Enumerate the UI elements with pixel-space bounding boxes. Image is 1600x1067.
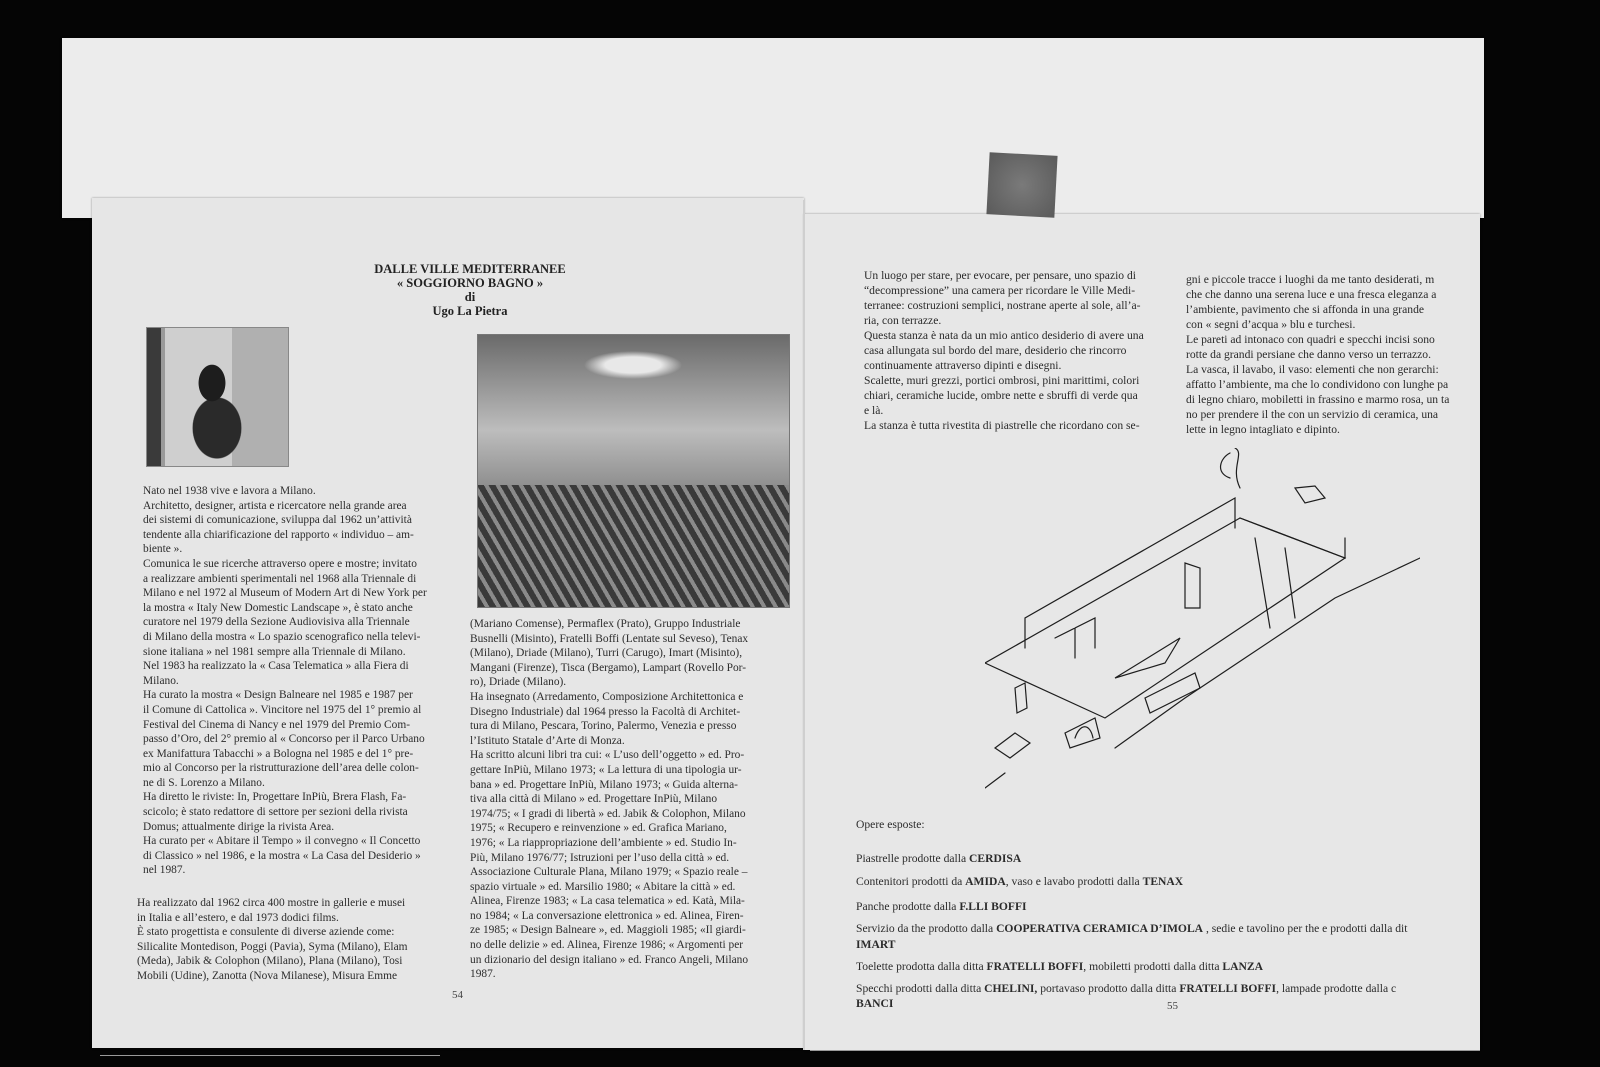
bio-line: Silicalite Montedison, Poggi (Pavia), Syma (Milano), Elam xyxy=(137,940,408,953)
opere-text: Specchi prodotti dalla ditta xyxy=(856,982,985,995)
bio-line: 1974/75; « I gradi di libertà » ed. Jabik & Colophon, Milano xyxy=(470,807,746,820)
bio-column-2 xyxy=(470,617,748,982)
opere-company: AMIDA xyxy=(965,875,1006,888)
bottom-rule-right xyxy=(810,1050,1480,1051)
intro-line: Un luogo per stare, per evocare, per pensare, uno spazio di xyxy=(864,269,1137,282)
opere-company: COOPERATIVA CERAMICA D’IMOLA xyxy=(996,922,1204,935)
page-number-left: 54 xyxy=(452,989,463,1001)
bio-line: l’Istituto Statale d’Arte di Monza. xyxy=(470,734,625,747)
bio-line: 1987. xyxy=(470,968,496,981)
bio-line: mio al Concorso per la ristrutturazione dell’area delle colon- xyxy=(143,762,419,775)
bio-line: nel 1987. xyxy=(143,864,186,877)
bio-column-1 xyxy=(143,484,427,878)
bio-line: biente ». xyxy=(143,543,183,556)
bio-line: tura di Milano, Pescara, Torino, Palermo, Venezia e presso xyxy=(470,720,737,733)
intro-line: La stanza è tutta rivestita di piastrelle che ricordano con se- xyxy=(864,419,1140,432)
bio-line: Festival del Cinema di Nancy e nel 1979 del Premio Com- xyxy=(143,718,410,731)
bio-line: (Meda), Jabik & Colophon (Milano), Plana (Milano), Tosi xyxy=(137,955,403,968)
bio-line: Associazione Culturale Plana, Milano 1979; « Spazio reale – xyxy=(470,866,748,879)
bio-line: Ha realizzato dal 1962 circa 400 mostre in gallerie e musei xyxy=(137,897,406,909)
opere-item xyxy=(856,938,896,951)
opere-item xyxy=(856,875,1183,888)
opere-item xyxy=(856,982,1396,995)
opere-company: FRATELLI BOFFI xyxy=(1179,982,1277,995)
bio-line: tendente alla chiarificazione del rapporto « individuo – am- xyxy=(143,528,414,541)
bio-line: Più, Milano 1976/77; Istruzioni per l’uso della città » ed. xyxy=(470,851,730,864)
intro-column-1 xyxy=(864,268,1144,433)
bio-line: sione italiana » nel 1981 sempre alla Triennale di Milano. xyxy=(143,645,406,658)
gray-stamp xyxy=(986,152,1057,217)
opere-company: LANZA xyxy=(1222,960,1263,973)
bio-line: tiva alla città di Milano » ed. Progettare InPiù, Milano xyxy=(470,793,718,806)
opere-company: BANCI xyxy=(856,997,894,1010)
opere-company: CERDISA xyxy=(969,852,1022,865)
opere-company: TENAX xyxy=(1142,875,1184,888)
bio-line: il Comune di Cattolica ». Vincitore nel 1975 del 1° premio al xyxy=(143,703,422,716)
intro-line: con « segni d’acqua » blu e turchesi. xyxy=(1186,318,1356,331)
title-line: Ugo La Pietra xyxy=(432,304,508,318)
title-line: « SOGGIORNO BAGNO » xyxy=(396,276,544,290)
bio-line: Alinea, Firenze 1983; « La casa telematica » ed. Katà, Mila- xyxy=(470,895,745,908)
bio-line: Busnelli (Misinto), Fratelli Boffi (Lentate sul Seveso), Tenax xyxy=(470,632,749,645)
bio-line: di Milano della mostra « Lo spazio scenografico nella televi- xyxy=(143,630,421,643)
page-fold xyxy=(803,200,805,1050)
bio-line: Nel 1983 ha realizzato la « Casa Telematica » alla Fiera di xyxy=(143,660,409,673)
back-sheet xyxy=(62,38,1484,218)
opere-text: Contenitori prodotti da xyxy=(856,875,966,888)
intro-line: Scalette, muri grezzi, portici ombrosi, pini marittimi, colori xyxy=(864,374,1140,387)
bio-line: scicolo; è stato redattore di settore per sezioni della rivista xyxy=(143,806,408,819)
intro-line: casa allungata sul bordo del mare, desiderio che rincorro xyxy=(864,344,1127,357)
bio-line: no delle delizie » ed. Alinea, Firenze 1986; « Argomenti per xyxy=(470,939,744,952)
bio-line: (Mariano Comense), Permaflex (Prato), Gruppo Industriale xyxy=(470,618,741,630)
bottom-rule-left xyxy=(100,1055,440,1056)
opere-company: CHELINI, xyxy=(984,982,1038,995)
bio-line: Milano e nel 1972 al Museum of Modern Art di New York per xyxy=(143,587,427,600)
bio-line: Mobili (Udine), Zanotta (Nova Milanese), Misura Emme xyxy=(137,969,398,982)
bio-line: Ha insegnato (Arredamento, Composizione Architettonica e xyxy=(470,690,744,703)
intro-line: terranee: costruzioni semplici, nostrane aperte al sole, all’a- xyxy=(864,299,1141,312)
bio-line: la mostra « Italy New Domestic Landscape », è stato anche xyxy=(143,601,413,614)
title-line: DALLE VILLE MEDITERRANEE xyxy=(374,262,566,276)
bio-line: Ha curato per « Abitare il Tempo » il convegno « Il Concetto xyxy=(143,835,421,848)
opere-text: Piastrelle prodotte dalla xyxy=(856,852,970,865)
opere-item xyxy=(856,852,1021,865)
bio-line: Ha diretto le riviste: In, Progettare InPiù, Brera Flash, Fa- xyxy=(143,791,407,804)
bio-line: 1975; « Recupero e reinvenzione » ed. Grafica Mariano, xyxy=(470,822,727,835)
bio-line: Comunica le sue ricerche attraverso opere e mostre; invitato xyxy=(143,557,417,570)
opere-text: Servizio da the prodotto dalla xyxy=(856,922,997,935)
bio-line: bana » ed. Progettare InPiù, Milano 1973; « Guida alterna- xyxy=(470,778,738,791)
intro-line: gni e piccole tracce i luoghi da me tanto desiderati, m xyxy=(1186,273,1435,286)
page-number-right: 55 xyxy=(1167,1000,1178,1012)
intro-line: ria, con terrazze. xyxy=(864,314,942,327)
opere-text: Toelette prodotta dalla ditta xyxy=(856,960,987,973)
opere-company: FRATELLI BOFFI xyxy=(986,960,1084,973)
bio-line: passo d’Oro, del 2° premio al « Concorso per il Parco Urbano xyxy=(143,733,425,746)
opere-text: , mobiletti prodotti dalla ditta xyxy=(1083,960,1223,973)
bio-line: Ha scritto alcuni libri tra cui: « L’uso dell’oggetto » ed. Pro- xyxy=(470,749,745,762)
bio-line: Milano. xyxy=(143,674,179,687)
bio-line: ex Manifattura Tabacchi » a Bologna nel 1985 e del 1° pre- xyxy=(143,747,414,760)
bio-line: dei sistemi di comunicazione, sviluppa dal 1962 un’attività xyxy=(143,514,412,527)
opere-text: , vaso e lavabo prodotti dalla xyxy=(1005,875,1143,888)
bio-line: in Italia e all’estero, e dal 1973 dodici films. xyxy=(137,911,339,924)
intro-line: l’ambiente, pavimento che si affonda in una grande xyxy=(1186,303,1425,316)
bio-line: di Classico » nel 1986, e la mostra « La Casa del Desiderio » xyxy=(143,849,421,862)
bio-line: Domus; attualmente dirige la rivista Area. xyxy=(143,820,335,833)
house-sketch xyxy=(985,448,1420,808)
bio-line: ze 1985; « Design Balneare », ed. Maggioli 1985; «Il giardi- xyxy=(470,924,746,937)
intro-line: La vasca, il lavabo, il vaso: elementi che non gerarchi: xyxy=(1186,363,1439,376)
intro-line: e là. xyxy=(864,404,884,417)
portrait-photo xyxy=(146,327,289,467)
intro-line: continuamente attraverso dipinti e disegni. xyxy=(864,359,1062,372)
intro-line: no per prendere il the con un servizio di ceramica, una xyxy=(1186,408,1439,421)
bio-line: Architetto, designer, artista e ricercatore nella grande area xyxy=(143,499,407,512)
bio-line: Disegno Industriale) dal 1964 presso la Facoltà di Architet- xyxy=(470,705,741,718)
bio-line: un dizionario del design italiano » ed. Franco Angeli, Milano xyxy=(470,953,749,966)
intro-line: di legno chiaro, mobiletti in frassino e marmo rosa, un ta xyxy=(1186,393,1450,406)
opere-item xyxy=(856,922,1408,935)
bio-line: (Milano), Driade (Milano), Turri (Carugo), Imart (Misinto), xyxy=(470,647,743,660)
bio-line: spazio virtuale » ed. Marsilio 1980; « Abitare la città » ed. xyxy=(470,880,736,893)
bio-line: Mangani (Firenze), Tisca (Bergamo), Lampart (Rovello Por- xyxy=(470,661,747,674)
intro-line: lette in legno intagliato e dipinto. xyxy=(1186,423,1340,436)
interior-photo xyxy=(477,334,790,608)
opere-heading: Opere esposte: xyxy=(856,818,925,831)
intro-line: chiari, ceramiche lucide, ombre nette e sbruffi di verde qua xyxy=(864,389,1138,402)
bio-line: ne di S. Lorenzo a Milano. xyxy=(143,776,265,789)
intro-line: “decompressione” una camera per ricordare le Ville Medi- xyxy=(864,284,1136,297)
bio-line: gettare InPiù, Milano 1973; « La lettura di una tipologia ur- xyxy=(470,763,742,776)
intro-line: affatto l’ambiente, ma che lo condividono con lunghe pa xyxy=(1186,378,1449,391)
bio-line: Ha curato la mostra « Design Balneare nel 1985 e 1987 per xyxy=(143,689,413,702)
intro-line: Questa stanza è nata da un mio antico desiderio di avere una xyxy=(864,329,1144,342)
opere-company: F.LLI BOFFI xyxy=(959,900,1027,913)
opere-item xyxy=(856,960,1263,973)
intro-line: che che danno una serena luce e una fresca eleganza a xyxy=(1186,288,1437,301)
intro-column-2 xyxy=(1186,272,1449,437)
bio-line: ro), Driade (Milano). xyxy=(470,676,567,689)
bio-line: È stato progettista e consulente di diverse aziende come: xyxy=(137,926,395,939)
bio-line: curatore nel 1979 della Sezione Audiovisiva alla Triennale xyxy=(143,616,410,629)
opere-company: IMART xyxy=(856,938,896,951)
opere-text: portavaso prodotto dalla ditta xyxy=(1037,982,1180,995)
bio-line: no 1984; « La conversazione elettronica » ed. Alinea, Firen- xyxy=(470,909,744,922)
opere-item xyxy=(856,997,893,1010)
bio-line: a realizzare ambienti sperimentali nel 1968 alla Triennale di xyxy=(143,572,417,585)
article-title xyxy=(300,262,640,318)
opere-text: , lampade prodotte dalla c xyxy=(1276,982,1397,995)
intro-line: rotte da grandi persiane che danno verso un terrazzo. xyxy=(1186,348,1431,361)
intro-line: Le pareti ad intonaco con quadri e specchi incisi sono xyxy=(1186,333,1435,346)
opere-text: , sedie e tavolino per the e prodotti dalla dit xyxy=(1203,922,1408,935)
bio-line: Nato nel 1938 vive e lavora a Milano. xyxy=(143,485,316,497)
opere-text: Panche prodotte dalla xyxy=(856,900,960,913)
title-line: di xyxy=(464,290,476,304)
bio-column-1b xyxy=(137,896,408,984)
bio-line: 1976; « La riappropriazione dell’ambiente » ed. Studio In- xyxy=(470,836,737,849)
opere-item xyxy=(856,900,1027,913)
